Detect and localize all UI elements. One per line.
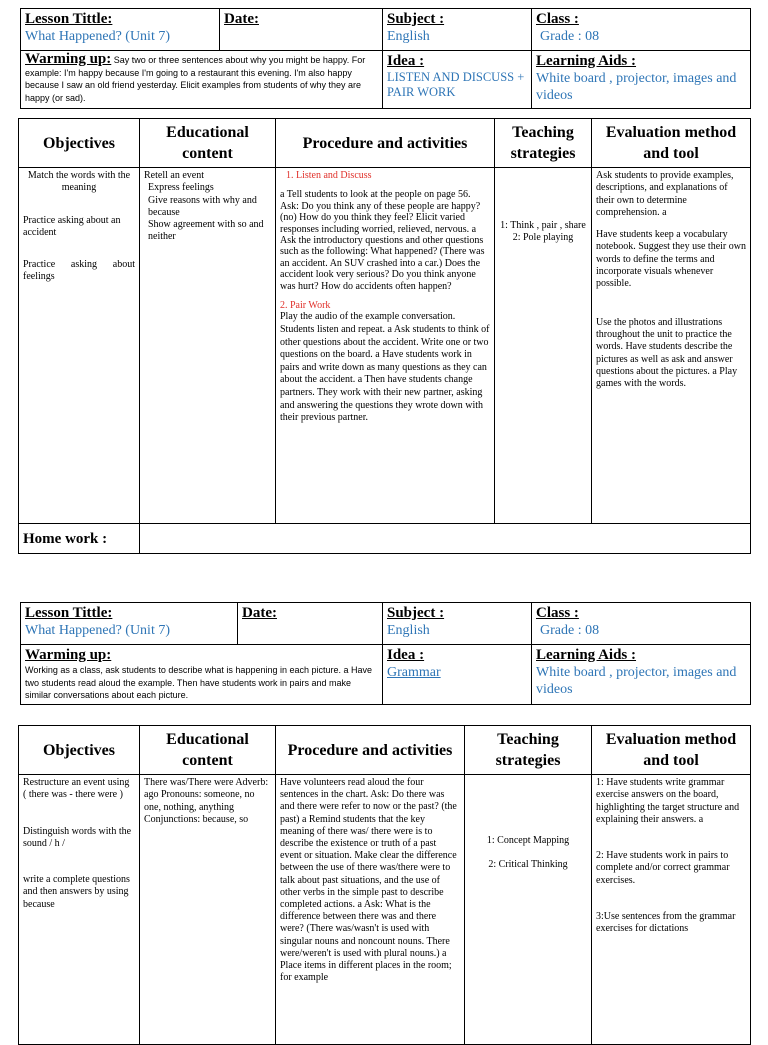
- subject-label: Subject :: [387, 11, 445, 27]
- homework-label-cell: [19, 524, 140, 554]
- content-item: Show agreement with so and neither: [148, 219, 264, 243]
- date-cell: [238, 603, 383, 645]
- strategy-item: 1: Think , pair , share: [500, 220, 586, 231]
- idea-cell: [383, 51, 532, 109]
- evaluation-item: Ask students to provide examples, descriptions, and explanations of their own to determine comprehension. a: [596, 170, 734, 218]
- learning-aids-cell: [532, 645, 751, 705]
- warming-up-cell: [21, 51, 383, 109]
- strategy-item: 2: Pole playing: [512, 232, 574, 244]
- idea-value: Grammar: [387, 665, 441, 680]
- homework-field[interactable]: [140, 524, 751, 554]
- lesson-title-cell: [21, 9, 220, 51]
- evaluation-item: 1: Have students write grammar exercise answers on the board, highlighting the target structure and explaining their answers. a: [596, 777, 740, 825]
- objective-item: Practice asking about feelings: [23, 259, 135, 283]
- header-evaluation: Evaluation method and tool: [592, 726, 751, 775]
- evaluation-item: Have students keep a vocabulary notebook. Suggest they use their own words to define the terms and incorporate visuals whenever possible.: [596, 229, 746, 290]
- subject-label: Subject :: [387, 605, 445, 621]
- idea-cell: [383, 645, 532, 705]
- warming-up-text: Working as a class, ask students to describe what is happening in each picture. a Have two students read aloud the example. Then have students work in pairs and make similar conversations about each picture.: [25, 665, 373, 700]
- date-cell: [220, 9, 383, 51]
- content-text: There was/There were Adverb: ago Pronouns: someone, no one, nothing, anything Conjunctions: because, so: [144, 777, 269, 825]
- objective-item: write a complete questions and then answers by using because: [23, 874, 130, 910]
- warming-up-label: Warming up:: [25, 51, 112, 67]
- strategy-item: 1: Concept Mapping: [486, 835, 570, 846]
- evaluation-item: Use the photos and illustrations throughout the unit to practice the words. Have students describe the pictures as well as ask and answer questions about the pictures. a Play games with the words.: [596, 316, 738, 390]
- procedure-heading: 2. Pair Work: [280, 300, 331, 312]
- warming-up-label: Warming up:: [25, 647, 112, 663]
- content-item: Express feelings: [148, 182, 214, 194]
- lesson-title-value: What Happened? (Unit 7): [25, 623, 170, 638]
- header-teaching-strategies: Teaching strategies: [495, 119, 592, 168]
- lesson2-header-table: [20, 602, 750, 703]
- evaluation-item: 3:Use sentences from the grammar exercises for dictations: [596, 911, 736, 935]
- educational-content-cell: [140, 168, 276, 524]
- date-label: Date:: [242, 605, 277, 621]
- subject-cell: [383, 9, 532, 51]
- lesson-title-label: Lesson Tittle:: [25, 605, 113, 621]
- procedure-cell: [276, 775, 465, 1045]
- date-label: Date:: [224, 11, 259, 27]
- objective-item: Restructure an event using ( there was - there were ): [23, 777, 130, 801]
- content-item: Retell an event: [144, 170, 204, 181]
- subject-cell: [383, 603, 532, 645]
- procedure-text: Play the audio of the example conversation. Students listen and repeat. a Ask students to think of other questions about the accident. Write one or two questions on the board. a Have students work in pairs and write down as many questions as they can about the accident. a Then have students change partners. They work with their new partner, asking and answering the questions they wrote down with their previous partner.: [280, 311, 490, 424]
- class-cell: [532, 603, 751, 645]
- learning-aids-cell: [532, 51, 751, 109]
- strategy-item: 2: Critical Thinking: [488, 859, 568, 871]
- objective-item: Match the words with the meaning: [27, 170, 131, 194]
- header-objectives: Objectives: [19, 119, 140, 168]
- header-evaluation: Evaluation method and tool: [592, 119, 751, 168]
- lesson1-header-table: [20, 8, 750, 109]
- procedure-cell: [276, 168, 495, 524]
- procedure-text: Have volunteers read aloud the four sentences in the chart. Ask: Do there was and there were refer to now or the past? (the past) a Remind students that the key meaning of there was/ there were is to describe the existence or truth of a past event or situation. Make clear the difference between the use of there was/there were to talk about past situations, and the use of other verbs in the simple past to describe completed actions. a Ask: What is the difference between there was and there were? (There was/wasn't is used with singular nouns and noncount nouns. There were/weren't is used with plural nouns.) a Place items in different places in the room; for example: [280, 777, 457, 984]
- lesson2-main-table: [18, 725, 750, 1045]
- lesson-title-cell: [21, 603, 238, 645]
- evaluation-cell: [592, 775, 751, 1045]
- objective-item: Practice asking about an accident: [23, 214, 121, 238]
- evaluation-item: 2: Have students work in pairs to complete and/or correct grammar exercises.: [596, 850, 730, 886]
- header-educational-content: Educational content: [140, 726, 276, 775]
- class-label: Class :: [536, 605, 579, 621]
- lesson-title-value: What Happened? (Unit 7): [25, 29, 170, 44]
- learning-aids-label: Learning Aids :: [536, 53, 637, 69]
- teaching-strategies-cell: [495, 168, 592, 524]
- subject-value: English: [387, 623, 430, 638]
- educational-content-cell: [140, 775, 276, 1045]
- objective-item: Distinguish words with the sound / h /: [23, 825, 132, 849]
- idea-value: LISTEN AND DISCUSS + PAIR WORK: [387, 70, 525, 99]
- class-label: Class :: [536, 11, 579, 27]
- header-procedure: Procedure and activities: [276, 119, 495, 168]
- homework-label: Home work :: [23, 530, 108, 547]
- header-objectives: Objectives: [19, 726, 140, 775]
- evaluation-cell: [592, 168, 751, 524]
- learning-aids-label: Learning Aids :: [536, 647, 637, 663]
- lesson1-main-table: [18, 118, 750, 554]
- teaching-strategies-cell: [465, 775, 592, 1045]
- learning-aids-value: White board , projector, images and videos: [536, 71, 737, 103]
- content-item: Give reasons with why and because: [148, 194, 257, 218]
- lesson-title-label: Lesson Tittle:: [25, 11, 113, 27]
- class-value: Grade : 08: [540, 29, 600, 44]
- idea-label: Idea :: [387, 53, 425, 69]
- objectives-cell: [19, 775, 140, 1045]
- header-educational-content: Educational content: [140, 119, 276, 168]
- warming-up-text: Say two or three sentences about why you might be happy. For example: I'm happy because I'm going to a restaurant this evening. I'm also happy because I saw an old friend yesterday. Elicit examples from students of why they are happy (or sad).: [25, 55, 366, 103]
- objectives-cell: [19, 168, 140, 524]
- procedure-text: a Tell students to look at the people on page 56. Ask: Do you think any of these people are happy? (no) How do you think they feel? Elicit varied responses including worried, relieved, nervous. a Ask the introductory questions and other questions such as the following: What happened? (There was an accident. An SUV crashed into a car.) Does the accident look very serious? Do you think anyone was hurt? How do accidents often happen?: [280, 189, 485, 292]
- idea-label: Idea :: [387, 647, 425, 663]
- class-cell: [532, 9, 751, 51]
- subject-value: English: [387, 29, 430, 44]
- header-teaching-strategies: Teaching strategies: [465, 726, 592, 775]
- procedure-heading: 1. Listen and Discuss: [286, 170, 372, 181]
- warming-up-cell: [21, 645, 383, 705]
- header-procedure: Procedure and activities: [276, 726, 465, 775]
- learning-aids-value: White board , projector, images and videos: [536, 665, 737, 697]
- class-value: Grade : 08: [540, 623, 600, 638]
